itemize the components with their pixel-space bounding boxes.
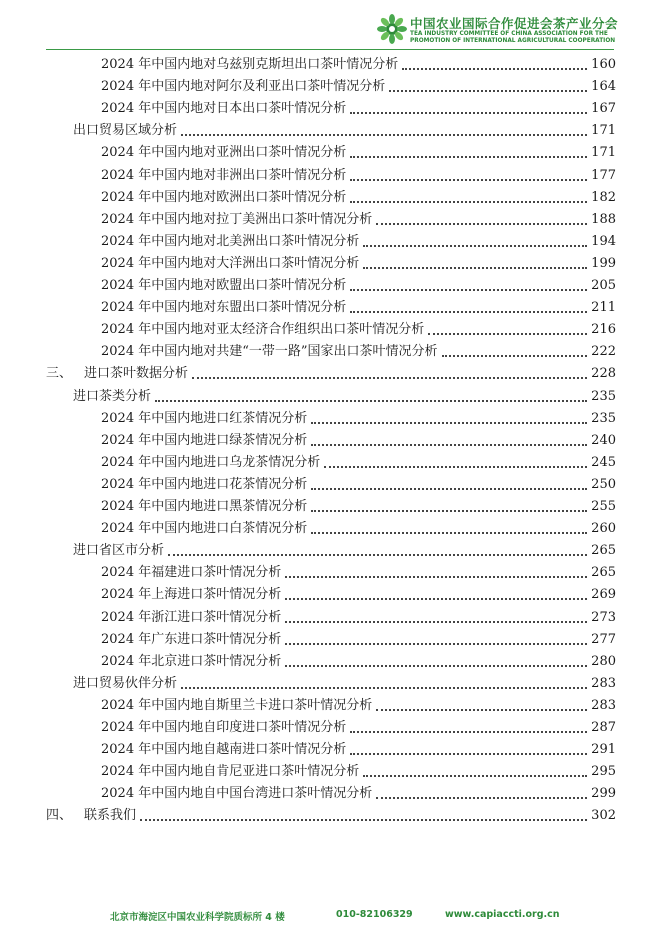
toc-dot-leader bbox=[285, 642, 587, 645]
toc-dot-leader bbox=[376, 796, 587, 799]
toc-entry-page: 228 bbox=[591, 366, 616, 382]
toc-entry[interactable] bbox=[101, 251, 616, 273]
toc-entry-page: 280 bbox=[591, 653, 616, 669]
toc-entry[interactable] bbox=[101, 185, 616, 207]
toc-entry-title: 2024 年中国内地对拉丁美洲出口茶叶情况分析 bbox=[101, 211, 373, 227]
toc-entry-title: 2024 年中国内地自肯尼亚进口茶叶情况分析 bbox=[101, 764, 360, 780]
toc-entry-title: 进口茶类分析 bbox=[73, 388, 152, 404]
toc-dot-leader bbox=[350, 730, 587, 733]
toc-entry-title: 2024 年浙江进口茶叶情况分析 bbox=[101, 609, 282, 625]
toc-entry-title: 2024 年中国内地对北美洲出口茶叶情况分析 bbox=[101, 233, 360, 249]
toc-entry-title: 2024 年中国内地对欧洲出口茶叶情况分析 bbox=[101, 189, 347, 205]
toc-entry-title: 2024 年中国内地对大洋洲出口茶叶情况分析 bbox=[101, 255, 360, 271]
toc-entry-title: 2024 年中国内地自越南进口茶叶情况分析 bbox=[101, 742, 347, 758]
toc-entry-page: 211 bbox=[591, 300, 616, 316]
footer-address: 北京市海淀区中国农业科学院质标所 4 楼 bbox=[110, 912, 285, 923]
toc-entry-page: 273 bbox=[591, 609, 616, 625]
toc-entry-page: 199 bbox=[591, 255, 616, 271]
toc-dot-leader bbox=[285, 575, 587, 578]
toc-entry-page: 283 bbox=[591, 697, 616, 713]
org-name-en bbox=[410, 31, 615, 45]
toc-entry-title: 2024 年福建进口茶叶情况分析 bbox=[101, 565, 282, 581]
toc-dot-leader bbox=[285, 664, 587, 667]
toc-entry-title: 2024 年中国内地自中国台湾进口茶叶情况分析 bbox=[101, 786, 373, 802]
header-divider bbox=[46, 49, 614, 50]
toc-dot-leader bbox=[350, 288, 587, 291]
toc-entry-page: 216 bbox=[591, 322, 616, 338]
toc-entry-title: 进口茶叶数据分析 bbox=[84, 366, 189, 382]
toc-dot-leader bbox=[181, 133, 587, 136]
toc-entry[interactable] bbox=[101, 339, 616, 361]
toc-entry-page: 255 bbox=[591, 499, 616, 514]
toc-entry[interactable] bbox=[101, 406, 616, 428]
footer-phone: 010-82106329 bbox=[336, 909, 413, 920]
toc-entry-page: 299 bbox=[591, 786, 616, 802]
toc-entry-page: 235 bbox=[591, 410, 616, 426]
toc-entry-title: 2024 年中国内地对日本出口茶叶情况分析 bbox=[101, 101, 347, 117]
toc-entry[interactable] bbox=[101, 715, 616, 737]
toc-entry-page: 283 bbox=[591, 675, 616, 691]
toc-entry[interactable] bbox=[101, 759, 616, 781]
toc-dot-leader bbox=[389, 89, 587, 92]
toc-dot-leader bbox=[363, 266, 587, 269]
toc-entry-title: 2024 年中国内地进口乌龙茶情况分析 bbox=[101, 454, 321, 470]
toc-entry[interactable] bbox=[73, 118, 616, 140]
toc-entry[interactable] bbox=[101, 74, 616, 96]
toc-dot-leader bbox=[155, 399, 587, 402]
toc-dot-leader bbox=[350, 310, 587, 313]
toc-entry-page: 260 bbox=[591, 521, 616, 537]
toc-entry[interactable] bbox=[101, 450, 616, 472]
toc-entry-title: 2024 年中国内地对阿尔及利亚出口茶叶情况分析 bbox=[101, 79, 386, 95]
toc-entry-page: 235 bbox=[591, 388, 616, 404]
toc-entry-title: 2024 年中国内地对亚洲出口茶叶情况分析 bbox=[101, 145, 347, 161]
footer-website[interactable]: www.capiaccti.org.cn bbox=[445, 909, 560, 920]
toc-dot-leader bbox=[311, 443, 587, 446]
toc-entry-title: 2024 年北京进口茶叶情况分析 bbox=[101, 653, 282, 669]
toc-entry-page: 250 bbox=[591, 476, 616, 492]
toc-entry[interactable] bbox=[101, 781, 616, 803]
toc-entry-page: 171 bbox=[591, 145, 616, 161]
toc-dot-leader bbox=[350, 155, 587, 158]
toc-entry-page: 164 bbox=[591, 79, 616, 95]
toc-dot-leader bbox=[311, 487, 587, 490]
toc-entry[interactable] bbox=[73, 538, 616, 560]
toc-dot-leader bbox=[350, 178, 587, 181]
toc-entry[interactable] bbox=[73, 671, 616, 693]
page-header bbox=[0, 0, 662, 52]
toc-entry-page: 265 bbox=[591, 565, 616, 581]
toc-entry[interactable] bbox=[46, 361, 616, 383]
toc-dot-leader bbox=[350, 200, 587, 203]
toc-entry-title: 2024 年广东进口茶叶情况分析 bbox=[101, 631, 282, 647]
toc-entry-title: 2024 年中国内地进口绿茶情况分析 bbox=[101, 432, 308, 448]
toc-dot-leader bbox=[311, 531, 587, 534]
toc-entry[interactable] bbox=[101, 582, 616, 604]
toc-entry-title: 2024 年中国内地对非洲出口茶叶情况分析 bbox=[101, 167, 347, 183]
toc-entry-title: 2024 年中国内地进口红茶情况分析 bbox=[101, 410, 308, 426]
toc-dot-leader bbox=[376, 708, 587, 711]
toc-entry-page: 160 bbox=[591, 57, 616, 72]
toc-entry-number: 三、 bbox=[46, 366, 73, 382]
toc-entry[interactable] bbox=[101, 207, 616, 229]
toc-dot-leader bbox=[140, 818, 587, 821]
org-name-en-line1: TEA INDUSTRY COMMITTEE OF CHINA ASSOCIATION FOR THE bbox=[410, 31, 608, 37]
toc-entry-page: 167 bbox=[591, 101, 616, 117]
toc-entry-title: 2024 年中国内地对乌兹别克斯坦出口茶叶情况分析 bbox=[101, 57, 399, 72]
toc-entry-title: 进口贸易伙伴分析 bbox=[73, 675, 178, 691]
toc-entry-page: 171 bbox=[591, 123, 616, 139]
toc-entry-page: 291 bbox=[591, 742, 616, 758]
toc-entry[interactable] bbox=[101, 295, 616, 317]
toc-entry-page: 205 bbox=[591, 278, 616, 293]
toc-entry[interactable] bbox=[73, 384, 616, 406]
toc-entry-title: 2024 年中国内地进口花茶情况分析 bbox=[101, 476, 308, 492]
toc-entry-title: 2024 年中国内地对共建“一带一路”国家出口茶叶情况分析 bbox=[101, 344, 438, 360]
toc-dot-leader bbox=[285, 597, 587, 600]
toc-entry-page: 177 bbox=[591, 167, 616, 183]
toc-dot-leader bbox=[350, 752, 587, 755]
toc-entry-page: 245 bbox=[591, 454, 616, 470]
toc-entry-title: 2024 年上海进口茶叶情况分析 bbox=[101, 587, 282, 603]
toc-dot-leader bbox=[181, 686, 587, 689]
org-name-en-line2: PROMOTION OF INTERNATIONAL AGRICULTURAL COOPERATION bbox=[410, 38, 616, 44]
toc-entry[interactable] bbox=[101, 649, 616, 671]
toc-dot-leader bbox=[192, 376, 587, 379]
toc-entry[interactable] bbox=[101, 140, 616, 162]
toc-entry-title: 2024 年中国内地进口黑茶情况分析 bbox=[101, 499, 308, 514]
toc-entry[interactable] bbox=[101, 560, 616, 582]
toc-entry[interactable] bbox=[101, 737, 616, 759]
toc-entry[interactable] bbox=[101, 693, 616, 715]
toc-entry-page: 194 bbox=[591, 233, 616, 249]
org-name-cn: 中国农业国际合作促进会茶产业分会 bbox=[410, 16, 619, 31]
toc-entry-number: 四、 bbox=[46, 808, 73, 824]
toc-entry-page: 265 bbox=[591, 543, 616, 559]
toc-entry-page: 222 bbox=[591, 344, 616, 360]
toc-dot-leader bbox=[428, 332, 587, 335]
toc-dot-leader bbox=[442, 354, 588, 357]
toc-entry-title: 2024 年中国内地自印度进口茶叶情况分析 bbox=[101, 720, 347, 735]
toc-dot-leader bbox=[324, 465, 587, 468]
toc-entry[interactable] bbox=[101, 229, 616, 251]
toc-entry-title: 联系我们 bbox=[84, 808, 137, 824]
toc-entry-page: 188 bbox=[591, 211, 616, 227]
toc-entry[interactable] bbox=[101, 627, 616, 649]
toc-entry-page: 287 bbox=[591, 720, 616, 735]
toc-entry-page: 302 bbox=[591, 808, 616, 824]
toc-entry[interactable] bbox=[101, 96, 616, 118]
toc-dot-leader bbox=[376, 222, 587, 225]
toc-entry-title: 出口贸易区域分析 bbox=[73, 123, 178, 139]
toc-dot-leader bbox=[402, 67, 587, 70]
page-footer bbox=[0, 905, 662, 925]
toc-entry[interactable] bbox=[101, 472, 616, 494]
toc-entry-title: 2024 年中国内地进口白茶情况分析 bbox=[101, 521, 308, 537]
toc-entry-page: 277 bbox=[591, 631, 616, 647]
toc-entry[interactable] bbox=[101, 52, 616, 74]
toc-entry-page: 295 bbox=[591, 764, 616, 780]
toc-entry[interactable] bbox=[101, 317, 616, 339]
toc-dot-leader bbox=[363, 244, 587, 247]
toc-entry-title: 进口省区市分析 bbox=[73, 543, 165, 559]
toc-entry-title: 2024 年中国内地自斯里兰卡进口茶叶情况分析 bbox=[101, 697, 373, 713]
toc-entry[interactable] bbox=[46, 803, 616, 825]
toc-dot-leader bbox=[350, 111, 587, 114]
toc-entry-title: 2024 年中国内地对东盟出口茶叶情况分析 bbox=[101, 300, 347, 316]
toc-dot-leader bbox=[285, 620, 587, 623]
toc-entry-page: 182 bbox=[591, 189, 616, 205]
toc-dot-leader bbox=[363, 774, 587, 777]
toc-entry[interactable] bbox=[101, 516, 616, 538]
toc-entry[interactable] bbox=[101, 494, 616, 516]
toc-entry-title: 2024 年中国内地对欧盟出口茶叶情况分析 bbox=[101, 278, 347, 293]
toc-dot-leader bbox=[168, 553, 587, 556]
toc-entry[interactable] bbox=[101, 605, 616, 627]
toc-entry-page: 269 bbox=[591, 587, 616, 603]
tea-leaf-logo-icon bbox=[377, 14, 407, 44]
toc-dot-leader bbox=[311, 509, 587, 512]
toc-entry-title: 2024 年中国内地对亚太经济合作组织出口茶叶情况分析 bbox=[101, 322, 425, 338]
toc-entry-page: 240 bbox=[591, 432, 616, 448]
toc-entry[interactable] bbox=[101, 273, 616, 295]
toc-entry[interactable] bbox=[101, 428, 616, 450]
toc-entry[interactable] bbox=[101, 163, 616, 185]
toc-dot-leader bbox=[311, 421, 587, 424]
